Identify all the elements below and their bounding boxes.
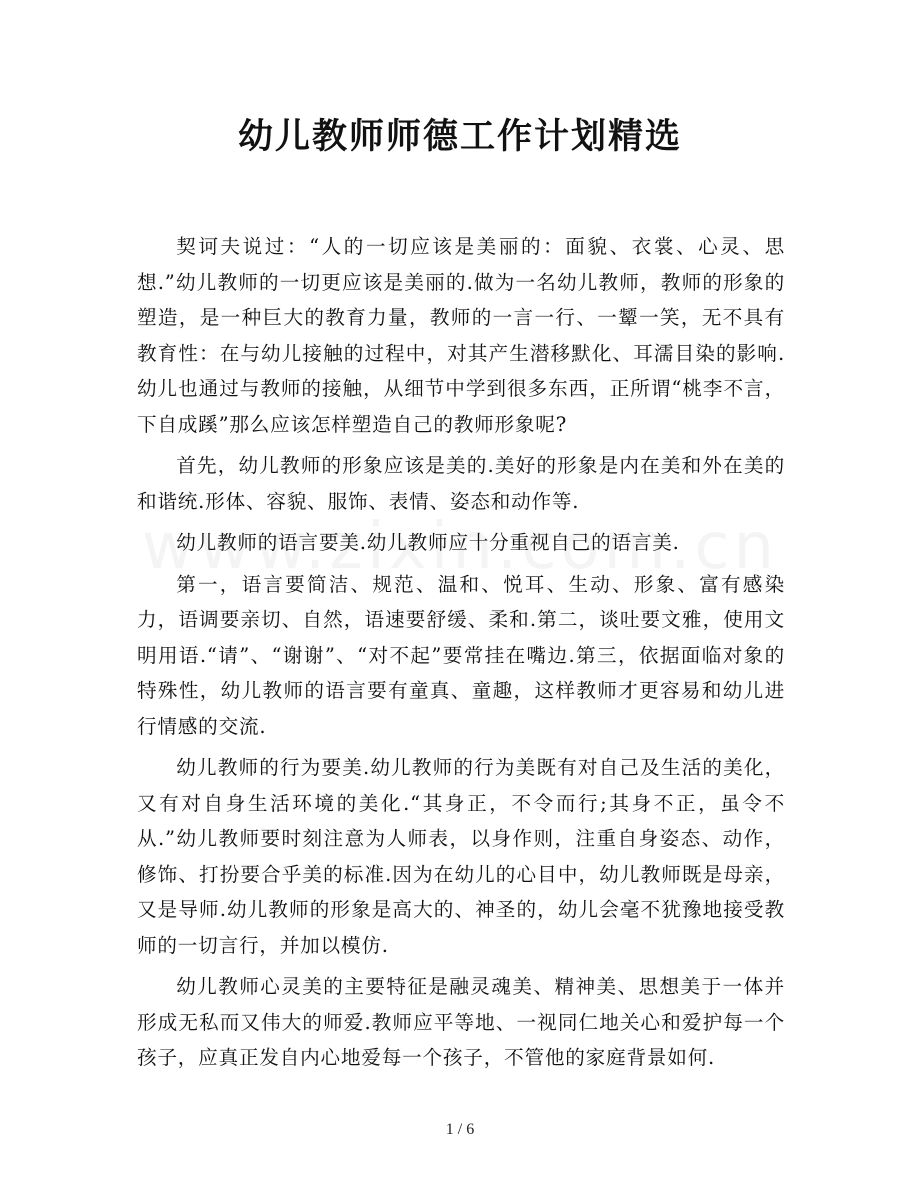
paragraph-6: 幼儿教师心灵美的主要特征是融灵魂美、精神美、思想美于一体并形成无私而又伟大的师爱.教师应平等地、一视同仁地关心和爱护每一个孩子，应真正发自内心地爱每一个孩子，不管他的家庭背景如何. [137, 975, 785, 1069]
paragraph-3: 幼儿教师的语言要美.幼儿教师应十分重视自己的语言美. [176, 531, 680, 554]
document-body [137, 229, 785, 1082]
paragraph-2: 首先，幼儿教师的形象应该是美的.美好的形象是内在美和外在美的和谐统.形体、容貌、服饰、表情、姿态和动作等. [137, 454, 785, 513]
paragraph-5: 幼儿教师的行为要美.幼儿教师的行为美既有对自己及生活的美化，又有对自身生活环境的美化.“其身正，不令而行;其身不正，虽令不从.”幼儿教师要时刻注意为人师表，以身作则，注重自身姿态、动作，修饰、打扮要合乎美的标准.因为在幼儿的心目中，幼儿教师既是母亲，又是导师.幼儿教师的形象是高大的、神圣的，幼儿会毫不犹豫地接受教师的一切言行，并加以模仿. [137, 756, 785, 957]
paragraph-4: 第一，语言要简洁、规范、温和、悦耳、生动、形象、富有感染力，语调要亲切、自然，语速要舒缓、柔和.第二，谈吐要文雅，使用文明用语.“请”、“谢谢”、“对不起”要常挂在嘴边.第三，依据面临对象的特殊性，幼儿教师的语言要有童真、童趣，这样教师才更容易和幼儿进行情感的交流. [137, 572, 785, 738]
document-title: 幼儿教师师德工作计划精选 [237, 117, 682, 157]
paragraph-1: 契诃夫说过：“人的一切应该是美丽的：面貌、衣裳、心灵、思想.”幼儿教师的一切更应该是美丽的.做为一名幼儿教师，教师的形象的塑造，是一种巨大的教育力量，教师的一言一行、一颦一笑，无不具有教育性：在与幼儿接触的过程中，对其产生潜移默化、耳濡目染的影响.幼儿也通过与教师的接触，从细节中学到很多东西，正所谓“桃李不言，下自成蹊”那么应该怎样塑造自己的教师形象呢? [137, 235, 785, 436]
page-number: 1 / 6 [445, 1121, 475, 1138]
